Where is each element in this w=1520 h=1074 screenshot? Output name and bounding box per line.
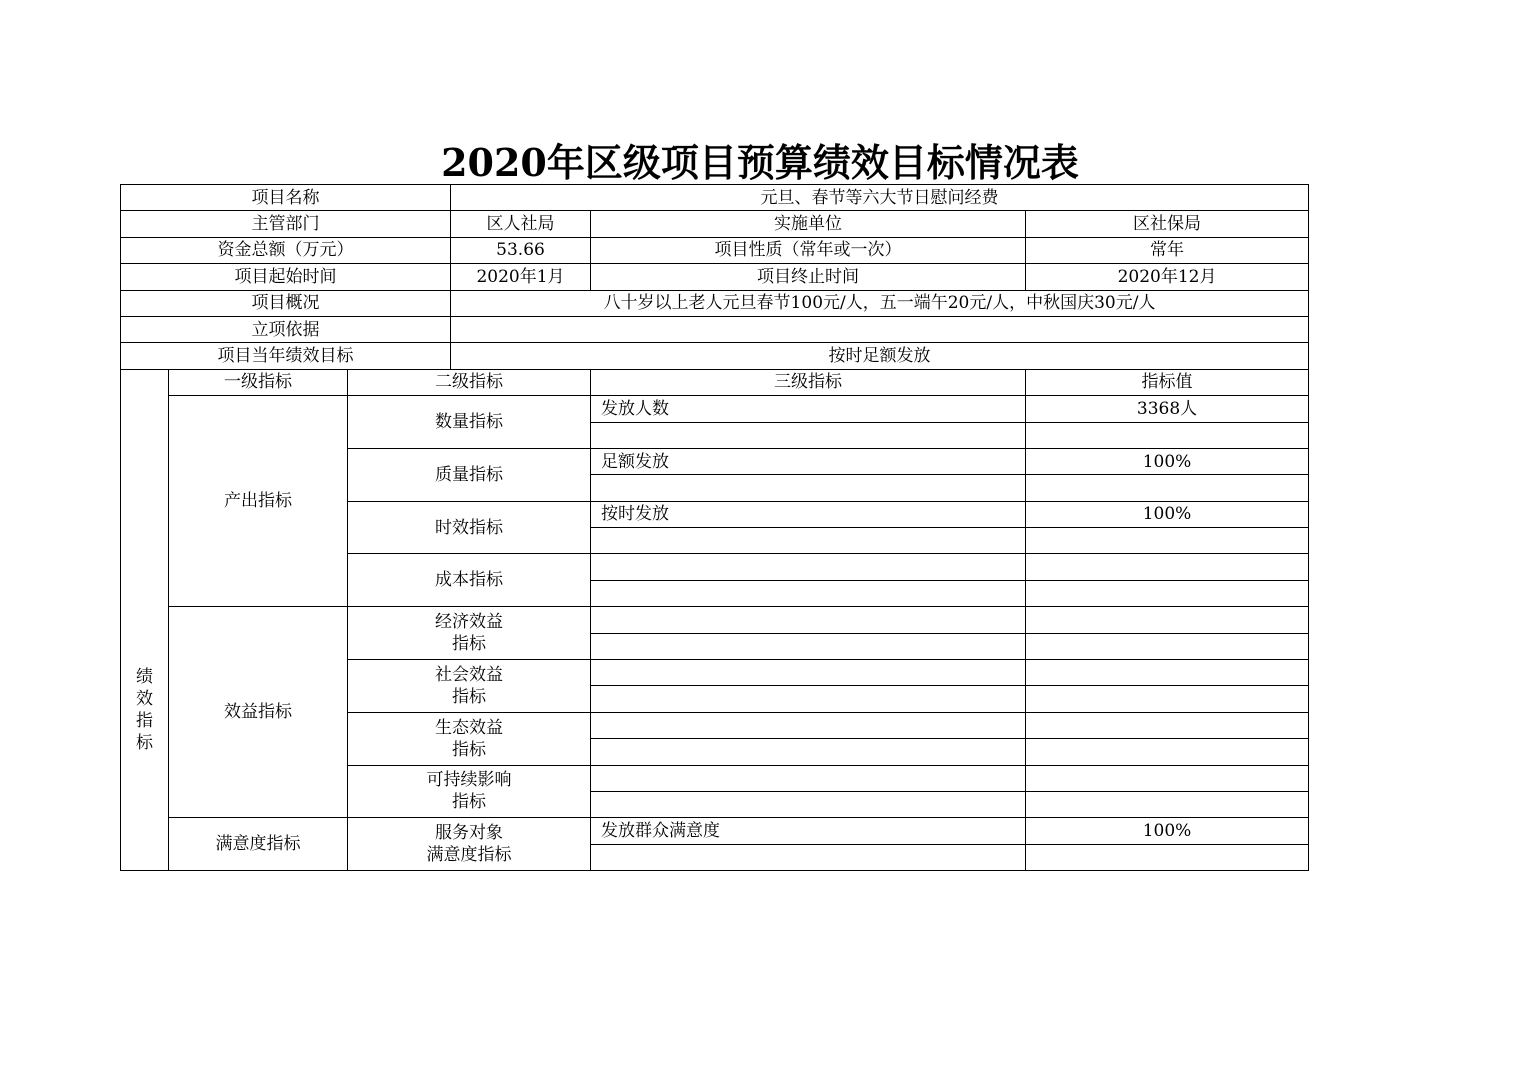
empty-cell	[1026, 791, 1309, 817]
dept-label: 主管部门	[121, 211, 451, 237]
empty-cell	[1026, 422, 1309, 448]
project-name-value: 元旦、春节等六大节日慰问经费	[451, 185, 1309, 211]
project-name-label: 项目名称	[121, 185, 451, 211]
empty-cell	[591, 607, 1026, 633]
empty-cell	[1026, 712, 1309, 738]
nature-value: 常年	[1026, 237, 1309, 263]
service-satisfaction-name: 发放群众满意度	[591, 818, 1026, 844]
row-economic-1	[121, 607, 1309, 633]
row-overview	[121, 290, 1309, 316]
row-department	[121, 211, 1309, 237]
col-value-header: 指标值	[1026, 369, 1309, 395]
col-level2-header: 二级指标	[348, 369, 591, 395]
fund-label: 资金总额（万元）	[121, 237, 451, 263]
row-service-1	[121, 818, 1309, 844]
empty-cell	[591, 791, 1026, 817]
row-indicator-header	[121, 369, 1309, 395]
fund-value: 53.66	[451, 237, 591, 263]
quantity-indicator-label: 数量指标	[348, 396, 591, 449]
empty-cell	[1026, 633, 1309, 659]
empty-cell	[1026, 660, 1309, 686]
dept-value: 区人社局	[451, 211, 591, 237]
empty-cell	[1026, 765, 1309, 791]
side-char: 绩	[136, 666, 153, 687]
quality-indicator-value: 100%	[1026, 448, 1309, 474]
empty-cell	[591, 712, 1026, 738]
social-benefit-label-line2: 指标	[452, 686, 486, 707]
start-value: 2020年1月	[451, 264, 591, 290]
empty-cell	[591, 765, 1026, 791]
quantity-indicator-name: 发放人数	[591, 396, 1026, 422]
empty-cell	[591, 633, 1026, 659]
empty-cell	[591, 422, 1026, 448]
side-char: 指	[136, 710, 153, 731]
budget-performance-table	[120, 184, 1309, 871]
empty-cell	[1026, 554, 1309, 580]
nature-label: 项目性质（常年或一次）	[591, 237, 1026, 263]
overview-value: 八十岁以上老人元旦春节100元/人，五一端午20元/人，中秋国庆30元/人	[451, 290, 1309, 316]
performance-indicators-side-label	[121, 369, 169, 870]
quantity-indicator-value: 3368人	[1026, 396, 1309, 422]
quality-indicator-name: 足额发放	[591, 448, 1026, 474]
row-quantity-1	[121, 396, 1309, 422]
economic-benefit-label	[348, 607, 591, 660]
empty-cell	[591, 475, 1026, 501]
empty-cell	[591, 844, 1026, 870]
empty-cell	[1026, 686, 1309, 712]
empty-cell	[591, 580, 1026, 606]
empty-cell	[591, 554, 1026, 580]
economic-benefit-label-line2: 指标	[452, 634, 486, 655]
ecological-benefit-label	[348, 712, 591, 765]
timeliness-indicator-name: 按时发放	[591, 501, 1026, 527]
sustainable-impact-label-line2: 指标	[452, 792, 486, 813]
satisfaction-indicator-label: 满意度指标	[169, 818, 348, 871]
economic-benefit-label-line1: 经济效益	[435, 612, 503, 633]
row-fund	[121, 237, 1309, 263]
service-satisfaction-label-line1: 服务对象	[435, 823, 503, 844]
row-goal	[121, 343, 1309, 369]
basis-value	[451, 316, 1309, 342]
empty-cell	[1026, 580, 1309, 606]
empty-cell	[591, 739, 1026, 765]
benefit-indicator-label: 效益指标	[169, 607, 348, 818]
impl-unit-value: 区社保局	[1026, 211, 1309, 237]
page-title: 2020年区级项目预算绩效目标情况表	[441, 140, 1079, 185]
empty-cell	[1026, 607, 1309, 633]
end-label: 项目终止时间	[591, 264, 1026, 290]
ecological-benefit-label-line1: 生态效益	[435, 717, 503, 738]
row-basis	[121, 316, 1309, 342]
start-label: 项目起始时间	[121, 264, 451, 290]
empty-cell	[591, 528, 1026, 554]
overview-label: 项目概况	[121, 290, 451, 316]
row-period	[121, 264, 1309, 290]
empty-cell	[1026, 739, 1309, 765]
social-benefit-label	[348, 660, 591, 713]
quality-indicator-label: 质量指标	[348, 448, 591, 501]
service-satisfaction-value: 100%	[1026, 818, 1309, 844]
col-level1-header: 一级指标	[169, 369, 348, 395]
col-level3-header: 三级指标	[591, 369, 1026, 395]
basis-label: 立项依据	[121, 316, 451, 342]
goal-label: 项目当年绩效目标	[121, 343, 451, 369]
cost-indicator-label: 成本指标	[348, 554, 591, 607]
goal-value: 按时足额发放	[451, 343, 1309, 369]
social-benefit-label-line1: 社会效益	[435, 664, 503, 685]
impl-unit-label: 实施单位	[591, 211, 1026, 237]
empty-cell	[1026, 475, 1309, 501]
service-satisfaction-label	[348, 818, 591, 871]
timeliness-indicator-label: 时效指标	[348, 501, 591, 554]
end-value: 2020年12月	[1026, 264, 1309, 290]
empty-cell	[1026, 528, 1309, 554]
row-project-name	[121, 185, 1309, 211]
side-char: 标	[136, 732, 153, 753]
side-char: 效	[136, 688, 153, 709]
ecological-benefit-label-line2: 指标	[452, 739, 486, 760]
service-satisfaction-label-line2: 满意度指标	[426, 845, 512, 866]
timeliness-indicator-value: 100%	[1026, 501, 1309, 527]
sustainable-impact-label-line1: 可持续影响	[426, 770, 512, 791]
sustainable-impact-label	[348, 765, 591, 818]
empty-cell	[1026, 844, 1309, 870]
output-indicator-label: 产出指标	[169, 396, 348, 607]
empty-cell	[591, 660, 1026, 686]
empty-cell	[591, 686, 1026, 712]
